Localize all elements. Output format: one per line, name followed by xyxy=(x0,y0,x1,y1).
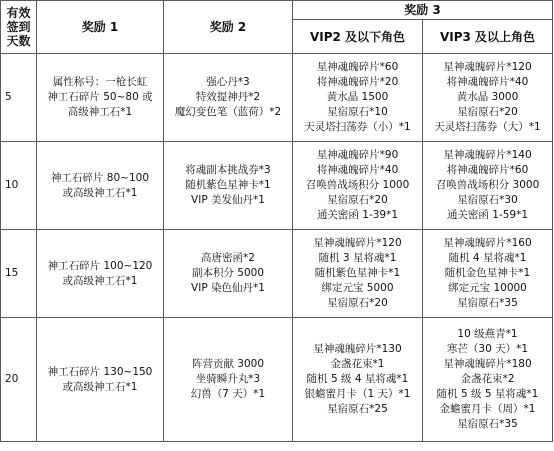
reward-item: 黄水晶 1500 xyxy=(326,91,389,103)
reward-item: 银蟾蜜月卡（1 天）*1 xyxy=(304,388,411,400)
reward-item: 高唐密函*2 xyxy=(201,252,255,264)
days-cell: 10 xyxy=(1,142,37,230)
vip-low-cell xyxy=(293,318,423,442)
reward1-cell xyxy=(37,54,164,142)
table-row xyxy=(1,54,553,142)
reward2-cell xyxy=(164,142,293,230)
reward-item: 星宿原石*10 xyxy=(327,106,388,118)
reward-item: 星宿原石*20 xyxy=(457,106,518,118)
reward-item: VIP 美发仙丹*1 xyxy=(191,194,265,206)
reward-item: 高级神工石*1 xyxy=(67,106,133,118)
reward-item: 星神魂魄碎片*140 xyxy=(443,149,532,161)
days-cell: 15 xyxy=(1,230,37,318)
reward-item: 阵营贡献 3000 xyxy=(191,358,265,370)
reward-item: 星宿原石*20 xyxy=(327,297,388,309)
vip-high-cell xyxy=(423,318,553,442)
header-vip-high: VIP3 及以上角色 xyxy=(423,20,553,54)
reward-item: 神工石碎片 50~80 或 xyxy=(47,91,153,103)
days-cell: 5 xyxy=(1,54,37,142)
reward-item: 将神魂魄碎片*60 xyxy=(446,164,529,176)
reward-item: 星神魂魄碎片*180 xyxy=(443,358,532,370)
reward-item: 通关密函 1-59*1 xyxy=(446,209,529,221)
reward-item: 幻兽（7 天）*1 xyxy=(190,388,266,400)
vip-high-cell xyxy=(423,230,553,318)
reward-item: 10 级燕青*1 xyxy=(457,328,518,340)
reward-item: 星宿原石*35 xyxy=(457,297,518,309)
reward-item: 星神魂魄碎片*160 xyxy=(443,237,532,249)
reward-item: 天灵塔扫荡券（大）*1 xyxy=(434,121,541,133)
reward-item: 将神魂魄碎片*40 xyxy=(316,164,399,176)
reward-item: 星宿原石*35 xyxy=(457,418,518,430)
reward-item: 召唤兽战场积分 1000 xyxy=(305,179,410,191)
reward-item: 随机金色星神卡*1 xyxy=(444,267,531,279)
reward1-cell xyxy=(37,318,164,442)
reward-item: 天灵塔扫荡券（小）*1 xyxy=(304,121,411,133)
reward-item: 召唤兽战场积分 3000 xyxy=(435,179,540,191)
reward-item: 随机紫色星神卡*1 xyxy=(185,179,271,191)
header-reward-3: 奖励 3 xyxy=(293,1,553,20)
vip-low-cell xyxy=(293,230,423,318)
reward-item: 强心丹*3 xyxy=(206,76,250,88)
reward-item: 属性称号：一枪长虹 xyxy=(52,76,148,88)
reward-item: 绑定元宝 10000 xyxy=(448,282,527,294)
reward-item: 星宿原石*30 xyxy=(457,194,518,206)
reward-item: 神工石碎片 130~150 xyxy=(47,365,153,378)
header-days: 有效签到天数 xyxy=(1,1,37,54)
vip-high-cell xyxy=(423,142,553,230)
reward-item: 坐骑瞬升丸*3 xyxy=(195,373,261,385)
reward-item: 黄水晶 3000 xyxy=(456,91,519,103)
header-vip-low: VIP2 及以下角色 xyxy=(293,20,423,54)
reward-item: 随机 5 级 5 星将魂*1 xyxy=(436,388,539,400)
reward2-cell xyxy=(164,54,293,142)
reward-item: 星神魂魄碎片*60 xyxy=(316,61,399,73)
reward-item: 绑定元宝 5000 xyxy=(321,282,394,294)
reward-item: 随机 4 星将魂*1 xyxy=(448,252,527,264)
reward1-cell xyxy=(37,230,164,318)
header-reward-1: 奖励 1 xyxy=(37,1,164,54)
reward-item: 魔幻变色笔（蓝荷）*2 xyxy=(174,106,282,118)
reward-item: 或高级神工石*1 xyxy=(62,274,138,287)
reward-item: 金蟾蜜月卡（周）*1 xyxy=(439,403,536,415)
reward-item: 星神魂魄碎片*120 xyxy=(443,61,532,73)
vip-low-cell xyxy=(293,54,423,142)
reward-item: VIP 染色仙丹*1 xyxy=(191,282,265,294)
reward2-cell xyxy=(164,318,293,442)
reward-item: 将魂副本挑战券*3 xyxy=(185,164,271,176)
table-row xyxy=(1,142,553,230)
reward-item: 随机 5 级 4 星将魂*1 xyxy=(306,373,409,385)
reward-item: 星神魂魄碎片*120 xyxy=(313,237,402,249)
days-cell: 20 xyxy=(1,318,37,442)
reward-item: 神工石碎片 80~100 xyxy=(50,171,150,184)
vip-low-cell xyxy=(293,142,423,230)
reward1-cell xyxy=(37,142,164,230)
vip-high-cell xyxy=(423,54,553,142)
reward-item: 星宿原石*25 xyxy=(327,403,388,415)
reward-item: 副本积分 5000 xyxy=(191,267,265,279)
reward-item: 金盏花束*2 xyxy=(460,373,515,385)
reward-item: 或高级神工石*1 xyxy=(62,186,138,199)
reward2-cell xyxy=(164,230,293,318)
reward-item: 或高级神工石*1 xyxy=(62,380,138,393)
table-row xyxy=(1,230,553,318)
reward-item: 星宿原石*20 xyxy=(327,194,388,206)
reward-item: 星神魂魄碎片*90 xyxy=(316,149,399,161)
table-row xyxy=(1,318,553,442)
reward-item: 将神魂魄碎片*20 xyxy=(316,76,399,88)
reward-item: 金盏花束*1 xyxy=(330,358,385,370)
reward-item: 寒芒（30 天）*1 xyxy=(446,343,529,355)
reward-item: 特效提神丹*2 xyxy=(195,91,261,103)
reward-item: 星神魂魄碎片*130 xyxy=(313,343,402,355)
reward-item: 神工石碎片 100~120 xyxy=(47,259,153,272)
reward-item: 通关密函 1-39*1 xyxy=(316,209,399,221)
reward-item: 随机 3 星将魂*1 xyxy=(318,252,397,264)
reward-item: 随机紫色星神卡*1 xyxy=(314,267,401,279)
header-reward-2: 奖励 2 xyxy=(164,1,293,54)
reward-item: 将神魂魄碎片*40 xyxy=(446,76,529,88)
